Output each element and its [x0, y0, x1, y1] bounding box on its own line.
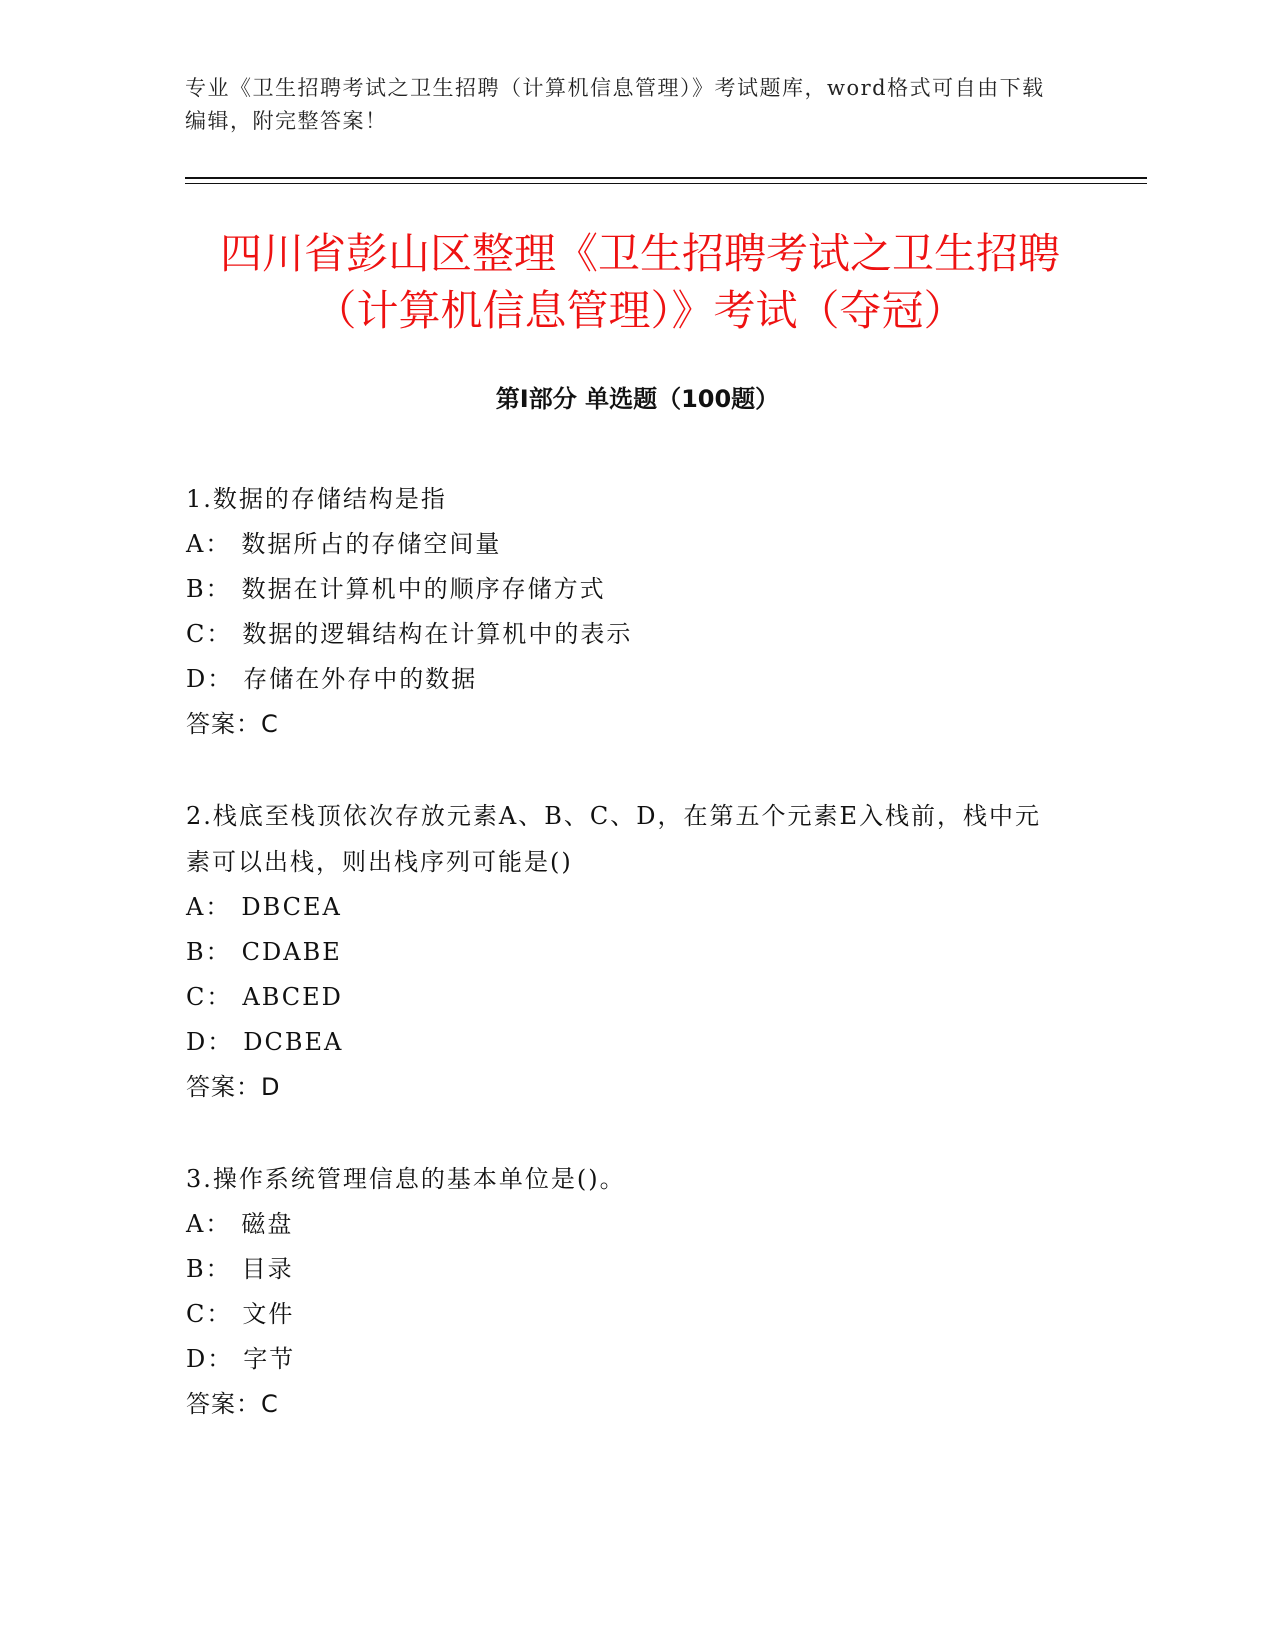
option-text: CDABE: [241, 938, 342, 966]
option-c: [186, 975, 1066, 1020]
option-text: DCBEA: [243, 1028, 344, 1056]
option-separator: ：: [205, 938, 232, 966]
option-separator: ：: [206, 983, 233, 1011]
option-b: [186, 567, 1066, 612]
answer-line: 答案：D: [186, 1073, 281, 1101]
option-separator: ：: [206, 1300, 233, 1328]
option-separator: ：: [207, 1028, 234, 1056]
option-text: 数据在计算机中的顺序存储方式: [241, 575, 606, 603]
option-key: A: [186, 1210, 206, 1238]
option-d: [186, 657, 1066, 702]
option-text: 存储在外存中的数据: [243, 665, 478, 693]
option-key: D: [186, 1028, 208, 1056]
intro-text: 专业《卫生招聘考试之卫生招聘（计算机信息管理）》考试题库，word格式可自由下载编辑，附完整答案！: [185, 76, 1045, 133]
header-rule-thin: [185, 183, 1147, 184]
option-text: 数据所占的存储空间量: [241, 530, 502, 558]
question-stem: 3.操作系统管理信息的基本单位是()。: [186, 1165, 626, 1193]
option-d: [186, 1337, 1066, 1382]
option-key: A: [186, 893, 206, 921]
option-text: DBCEA: [241, 893, 342, 921]
question-stem: 2.栈底至栈顶依次存放元素A、B、C、D，在第五个元素E入栈前，栈中元素可以出栈，则出栈序列可能是(): [186, 802, 1041, 876]
option-a: [186, 522, 1066, 567]
option-c: [186, 1292, 1066, 1337]
answer-line: 答案：C: [186, 710, 279, 738]
question-item: [186, 793, 1066, 1110]
option-separator: ：: [205, 575, 232, 603]
section-heading: 第Ⅰ部分 单选题（100题）: [495, 385, 780, 413]
option-key: D: [186, 1345, 208, 1373]
option-b: [186, 1247, 1066, 1292]
option-text: ABCED: [242, 983, 343, 1011]
option-c: [186, 612, 1066, 657]
option-separator: ：: [205, 893, 232, 921]
option-separator: ：: [205, 530, 232, 558]
option-separator: ：: [206, 620, 233, 648]
option-key: C: [186, 620, 207, 648]
question-list: [186, 476, 1066, 1473]
option-text: 字节: [243, 1345, 296, 1373]
option-a: [186, 885, 1066, 930]
question-item: [186, 1156, 1066, 1427]
option-key: C: [186, 1300, 207, 1328]
option-text: 目录: [241, 1255, 294, 1283]
option-key: A: [186, 530, 206, 558]
option-text: 数据的逻辑结构在计算机中的表示: [242, 620, 633, 648]
option-separator: ：: [207, 665, 234, 693]
option-key: C: [186, 983, 207, 1011]
option-separator: ：: [205, 1210, 232, 1238]
option-key: B: [186, 575, 206, 603]
answer-line: 答案：C: [186, 1390, 279, 1418]
option-separator: ：: [205, 1255, 232, 1283]
document-title: 四川省彭山区整理《卫生招聘考试之卫生招聘（计算机信息管理）》考试（夺冠）: [219, 229, 1060, 335]
option-key: D: [186, 665, 208, 693]
option-b: [186, 930, 1066, 975]
question-item: [186, 476, 1066, 747]
option-key: B: [186, 938, 206, 966]
option-text: 磁盘: [241, 1210, 294, 1238]
option-key: B: [186, 1255, 206, 1283]
option-a: [186, 1202, 1066, 1247]
option-d: [186, 1020, 1066, 1065]
header-rule-thick: [185, 177, 1147, 179]
option-separator: ：: [207, 1345, 234, 1373]
option-text: 文件: [242, 1300, 295, 1328]
question-stem: 1.数据的存储结构是指: [186, 485, 447, 513]
